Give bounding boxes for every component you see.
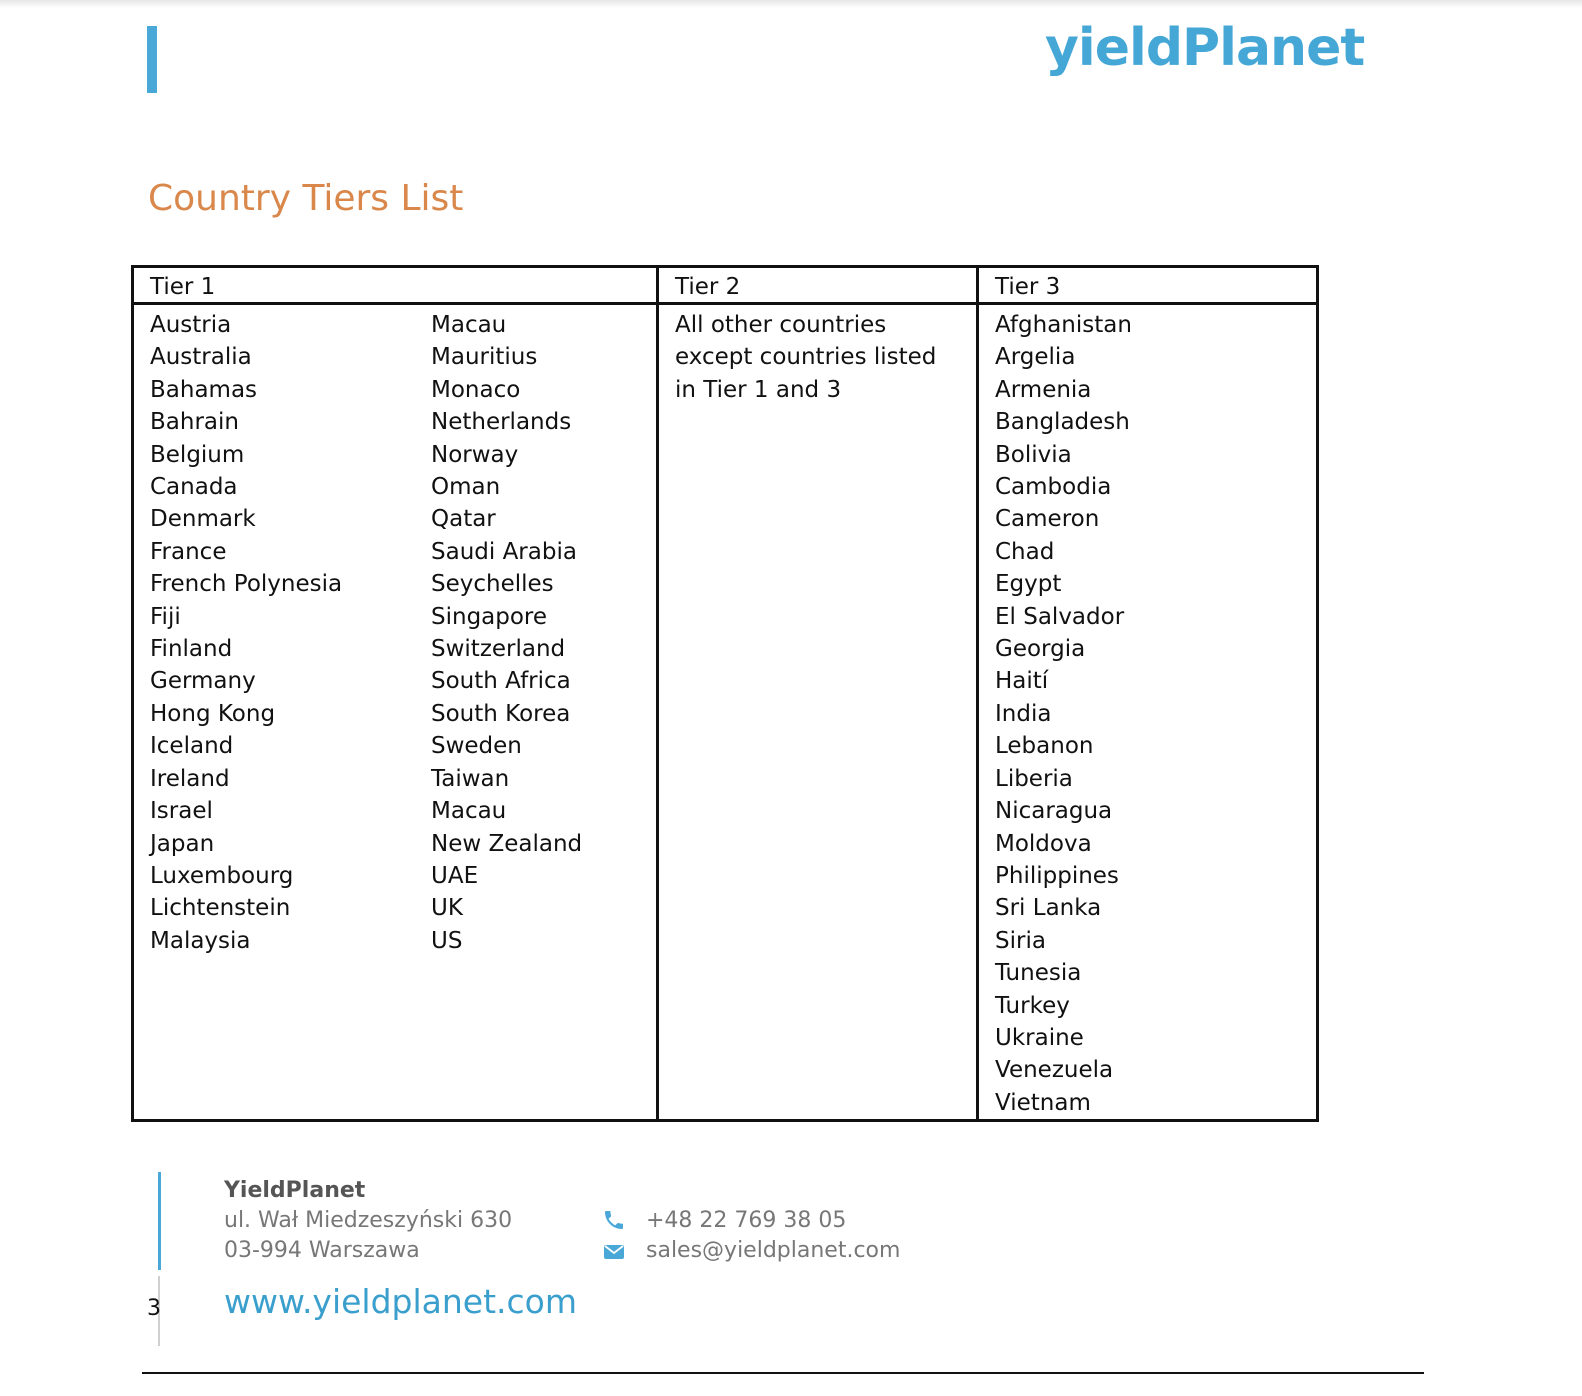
tier-1-country: Taiwan xyxy=(431,765,510,792)
tier-1-country: Seychelles xyxy=(431,571,554,598)
tier-1-country: Oman xyxy=(431,474,501,501)
tier-1-country: Austria xyxy=(150,312,232,338)
tier-2-description: All other countries except countries listed in Tier 1 and 3 xyxy=(675,312,937,403)
tier-1-country: Canada xyxy=(150,474,238,501)
tier-1-country: Israel xyxy=(150,798,213,825)
tier-3-country: Venezuela xyxy=(995,1057,1114,1084)
tier-3-country: Turkey xyxy=(995,992,1070,1019)
footer-address-line-1: ul. Wał Miedzeszyński 630 xyxy=(224,1208,513,1233)
tier-1-list-right xyxy=(431,309,651,957)
tier-1-list-left xyxy=(150,309,431,957)
header-tier-3: Tier 3 xyxy=(978,267,1318,304)
tier-1-country: Fiji xyxy=(150,603,181,630)
tier-1-country: US xyxy=(431,927,463,954)
header-tier-1: Tier 1 xyxy=(133,267,658,304)
tier-3-country: Chad xyxy=(995,538,1055,565)
tier-3-country: Lebanon xyxy=(995,733,1094,760)
tier-3-country: Cambodia xyxy=(995,474,1112,501)
footer-email-link[interactable]: sales@yieldplanet.com xyxy=(646,1238,901,1263)
tier-3-list xyxy=(995,309,1316,1119)
tier-1-country: Ireland xyxy=(150,765,230,792)
tier-3-country: Armenia xyxy=(995,376,1092,403)
tier-3-country: Bolivia xyxy=(995,441,1072,468)
tier-3-country: Haití xyxy=(995,668,1049,695)
tier-3-country: Tunesia xyxy=(995,960,1082,987)
tier-3-country: Argelia xyxy=(995,344,1076,371)
tier-1-country: Malaysia xyxy=(150,927,251,954)
tier-3-country: Egypt xyxy=(995,571,1062,598)
footer-website-link[interactable]: www.yieldplanet.com xyxy=(224,1282,578,1321)
tier-1-country: Macau xyxy=(431,312,507,338)
yieldplanet-logo: yieldPlanet xyxy=(1045,18,1365,78)
tier-3-country: Vietnam xyxy=(995,1089,1091,1116)
tier-1-country: France xyxy=(150,538,227,565)
tier-1-country: Australia xyxy=(150,344,252,371)
footer-address-line-2: 03-994 Warszawa xyxy=(224,1238,420,1263)
tier-1-country: Saudi Arabia xyxy=(431,538,577,565)
tier-3-country: Bangladesh xyxy=(995,409,1130,436)
tier-1-country: South Africa xyxy=(431,668,571,695)
tier-1-country: UAE xyxy=(431,862,479,889)
page-title: Country Tiers List xyxy=(148,178,464,219)
tier-1-country: UK xyxy=(431,895,463,922)
tier-1-country: Iceland xyxy=(150,733,234,760)
tier-1-country: Germany xyxy=(150,668,256,695)
tier-3-cell xyxy=(978,304,1318,1121)
mail-icon xyxy=(602,1240,626,1264)
tier-1-country: Netherlands xyxy=(431,409,572,436)
tier-3-country: India xyxy=(995,700,1052,727)
tier-3-country: Ukraine xyxy=(995,1024,1084,1051)
tier-1-country: Finland xyxy=(150,636,233,663)
phone-icon xyxy=(602,1208,626,1232)
page-number: 3 xyxy=(147,1296,161,1321)
tier-1-country: Mauritius xyxy=(431,344,538,371)
tier-3-country: Philippines xyxy=(995,862,1119,889)
tier-3-country: Cameron xyxy=(995,506,1100,533)
tier-1-country: Denmark xyxy=(150,506,256,533)
tier-3-country: Georgia xyxy=(995,636,1086,663)
footer-accent-line xyxy=(158,1172,161,1270)
tier-1-country: Belgium xyxy=(150,441,245,468)
tier-1-country: Bahrain xyxy=(150,409,239,436)
tier-1-country: Sweden xyxy=(431,733,522,760)
table-header-row xyxy=(133,267,1318,304)
tier-3-country: Moldova xyxy=(995,830,1092,857)
tier-1-country: New Zealand xyxy=(431,830,583,857)
tier-1-country: Hong Kong xyxy=(150,700,276,727)
tier-1-cell xyxy=(133,304,658,1121)
tier-1-country: Macau xyxy=(431,798,507,825)
country-tiers-table xyxy=(131,265,1319,1122)
tier-3-country: Siria xyxy=(995,927,1046,954)
tier-1-country: Qatar xyxy=(431,506,496,533)
tier-1-country: Norway xyxy=(431,441,519,468)
tier-1-country: Monaco xyxy=(431,376,521,403)
tier-1-country: Switzerland xyxy=(431,636,566,663)
tier-3-country: El Salvador xyxy=(995,603,1125,630)
tier-3-country: Liberia xyxy=(995,765,1073,792)
tier-1-country: Singapore xyxy=(431,603,548,630)
tier-3-country: Afghanistan xyxy=(995,312,1132,338)
tier-1-country: Lichtenstein xyxy=(150,895,291,922)
tier-3-country: Nicaragua xyxy=(995,798,1113,825)
bottom-rule xyxy=(142,1372,1424,1374)
header-accent-bar xyxy=(147,26,157,93)
header-tier-2: Tier 2 xyxy=(658,267,978,304)
tier-1-country: Luxembourg xyxy=(150,862,294,889)
page-top-edge xyxy=(0,0,1582,8)
tier-1-country: French Polynesia xyxy=(150,571,343,598)
footer-phone-number[interactable]: +48 22 769 38 05 xyxy=(646,1208,847,1233)
tier-1-country: Japan xyxy=(150,830,215,857)
footer-company-name: YieldPlanet xyxy=(224,1178,366,1203)
tier-1-country: South Korea xyxy=(431,700,571,727)
tier-3-country: Sri Lanka xyxy=(995,895,1102,922)
table-body-row xyxy=(133,304,1318,1121)
tier-2-cell xyxy=(658,304,978,1121)
tier-1-country: Bahamas xyxy=(150,376,258,403)
